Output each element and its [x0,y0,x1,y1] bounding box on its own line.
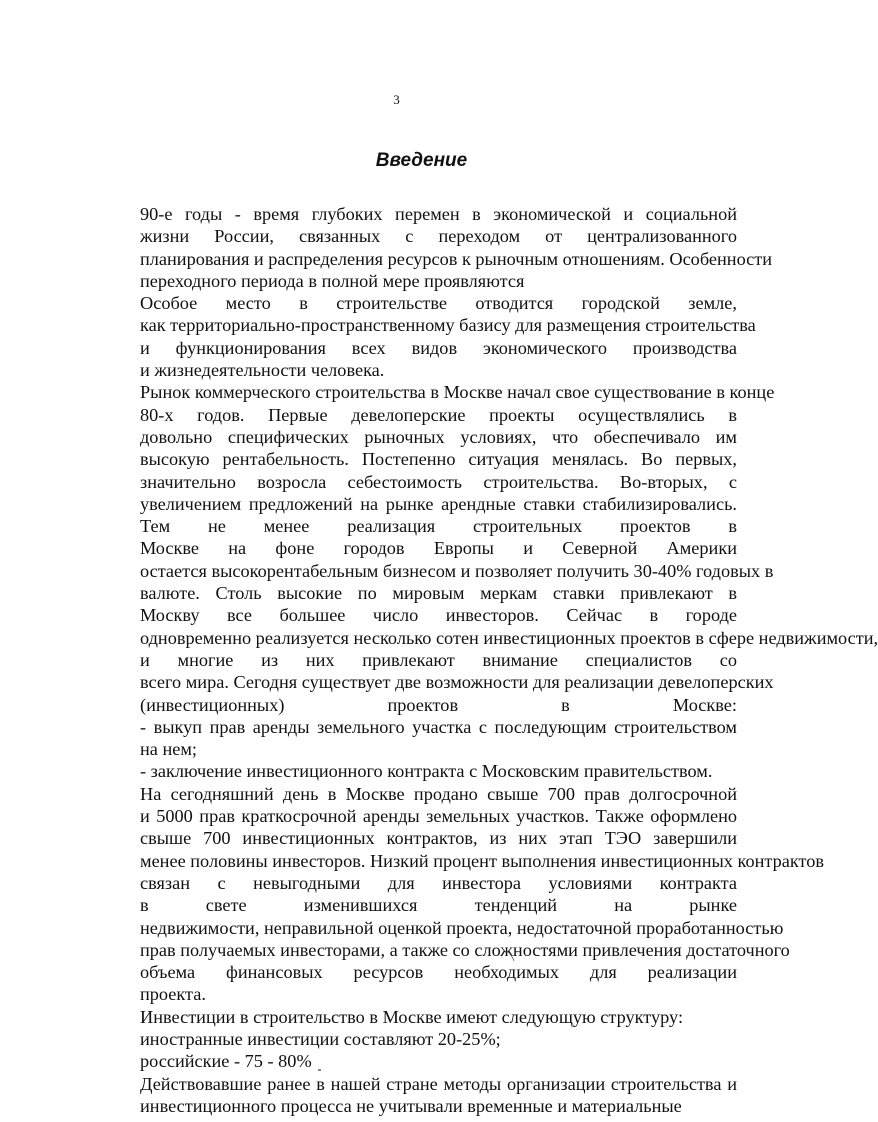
text-line: связан с невыгодными для инвестора условиями контракта [140,872,737,893]
text-line: Москву все большее число инвесторов. Сейчас в городе [140,605,737,626]
text-line: проекта. [140,984,206,1005]
text-line: иностранные инвестиции составляют 20-25%; [140,1028,501,1049]
text-line: переходного периода в полной мере проявляются [140,270,525,291]
text-line: валюте. Столь высокие по мировым меркам ставки привлекают в [140,583,737,604]
text-line: менее половины инвесторов. Низкий процент выполнения инвестиционных контрактов [140,850,824,871]
paragraph [92,1073,737,1118]
document-body [92,203,878,1117]
text-line: объема финансовых ресурсов необходимых для реализации [140,962,737,983]
text-line: всего мира. Сегодня существует две возможности для реализации девелоперских [140,672,774,693]
text-line: Москве на фоне городов Европы и Северной Америки [140,538,737,559]
list-item [92,760,737,782]
text-line: (инвестиционных) проектов в Москве: [140,694,737,715]
text-line: жизни России, связанных с переходом от централизованного [140,226,737,247]
paragraph [92,203,773,292]
text-line: планирования и распределения ресурсов к рыночным отношениям. Особенности [140,248,773,269]
paragraph [92,1028,737,1050]
text-line: недвижимости, неправильной оценкой проекта, недостаточной проработанностью [140,917,784,938]
text-line: довольно специфических рыночных условиях, что обеспечивало им [140,426,737,447]
text-line: и функционирования всех видов экономического производства [140,337,737,358]
pen-mark [506,950,516,962]
text-line: остается высокорентабельным бизнесом и позволяет получить 30-40% годовых в [140,560,774,581]
paragraph [92,292,756,381]
paragraph [92,381,878,715]
text-line: свыше 700 инвестиционных контрактов, из них этап ТЭО завершили [140,828,737,849]
text-line: Инвестиции в строительство в Москве имеют следующую структуру: [140,1006,684,1027]
scan-dot [318,1069,321,1071]
paragraph [92,1050,737,1072]
text-line: и жизнедеятельности человека. [140,360,385,381]
text-line: значительно возросла себестоимость строительства. Во-вторых, с [140,471,737,492]
text-line: в свете изменившихся тенденций на рынке [140,895,737,916]
text-line: 80-х годов. Первые девелоперские проекты осуществлялись в [140,404,737,425]
text-line: и многие из них привлекают внимание специалистов со [140,649,737,670]
text-line: одновременно реализуется несколько сотен инвестиционных проектов в сфере недвижимости, [140,627,878,648]
paragraph [92,1006,737,1028]
text-line: прав получаемых инвесторами, а также со сложностями привлечения достаточного [140,939,790,960]
text-line: российские - 75 - 80% [140,1051,312,1072]
text-line: как территориально-пространственному базису для размещения строительства [140,315,756,336]
text-line: - выкуп прав аренды земельного участка с последующим строительством [140,716,737,737]
page-number: 3 [393,92,400,107]
text-line: увеличением предложений на рынке арендные ставки стабилизировались. [140,493,737,514]
text-line: на нем; [140,739,198,760]
list-item [92,716,737,761]
text-line: высокую рентабельность. Постепенно ситуация менялась. Во первых, [140,449,737,470]
text-line: Особое место в строительстве отводится городской земле, [140,293,737,314]
section-heading: Введение [375,150,468,171]
paragraph [92,783,824,1006]
text-line: Тем не менее реализация строительных проектов в [140,516,737,537]
text-line: и 5000 прав краткосрочной аренды земельных участков. Также оформлено [140,806,737,827]
text-line: - заключение инвестиционного контракта с Московским правительством. [140,761,713,782]
text-line: Действовавшие ранее в нашей стране методы организации строительства и [140,1073,737,1094]
text-line: 90-е годы - время глубоких перемен в экономической и социальной [140,204,737,224]
text-line: На сегодняшний день в Москве продано свыше 700 прав долгосрочной [140,783,737,804]
text-line: инвестиционного процесса не учитывали временные и материальные [140,1095,682,1116]
text-line: Рынок коммерческого строительства в Москве начал свое существование в конце [140,382,775,403]
